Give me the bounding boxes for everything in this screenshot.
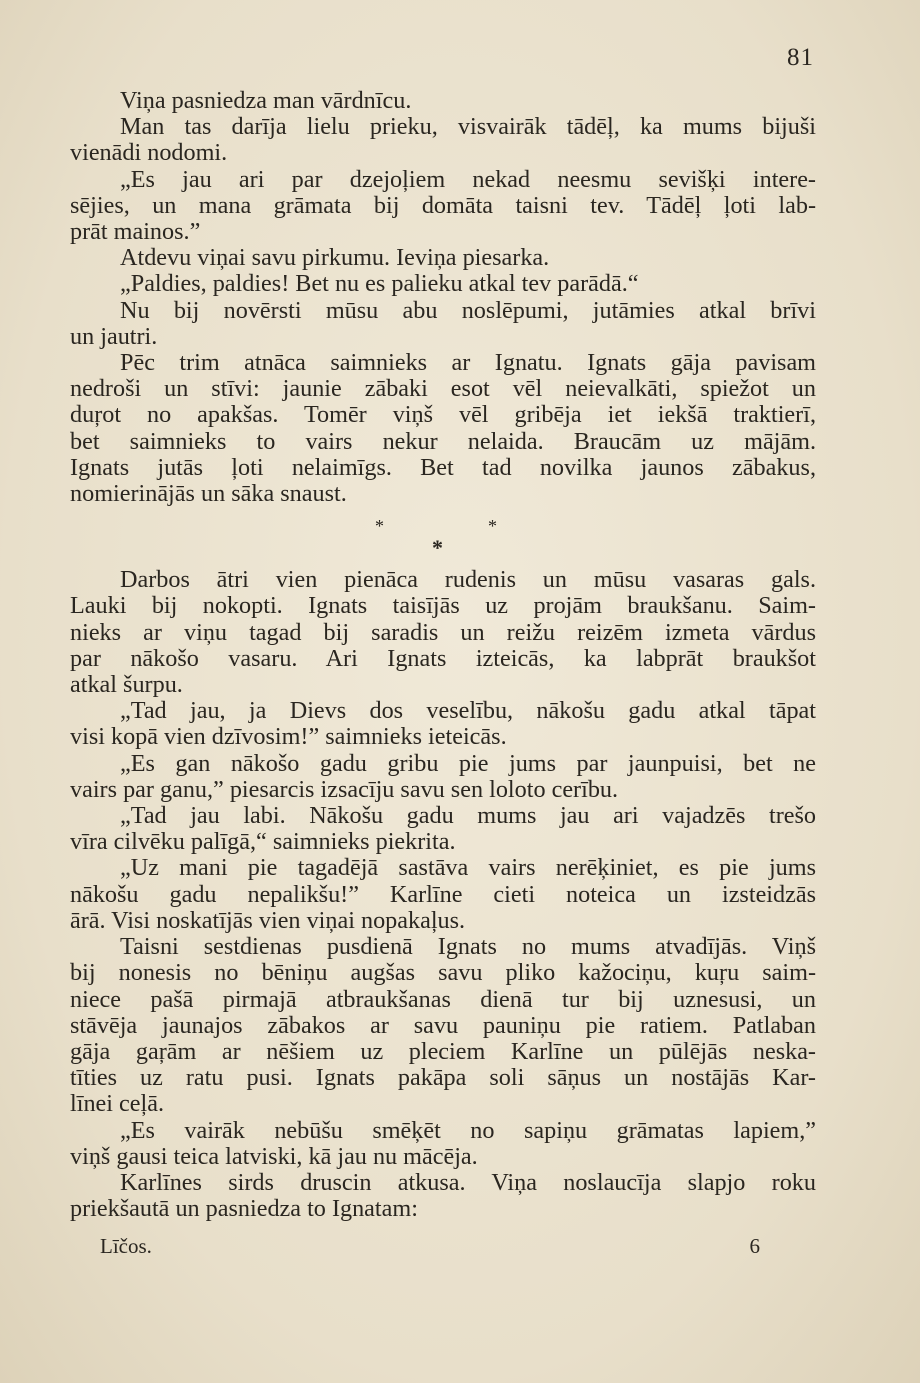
text-line: nomierinājās un sāka snaust. <box>70 480 347 508</box>
asterisk: * <box>488 516 497 537</box>
text-line: sējies, un mana grāmata bij domāta taisni tev. Tādēļ ļoti lab- <box>70 191 816 219</box>
text-line: Lauki bij nokopti. Ignats taisījās uz projām braukšanu. Saim- <box>70 592 816 620</box>
text-line: stāvēja jaunajos zābakos ar savu pauniņu pie ratiem. Patlaban <box>70 1011 816 1039</box>
text-line: viņš gausi teica latviski, kā jau nu mācēja. <box>70 1142 478 1170</box>
section-break-asterism <box>70 507 816 567</box>
text-line: Atdevu viņai savu pirkumu. Ieviņa piesarka. <box>120 244 550 272</box>
text-line: „Tad jau labi. Nākošu gadu mums jau ari vajadzēs trešo <box>120 802 816 830</box>
text-line: Nu bij novērsti mūsu abu noslēpumi, jutāmies atkal brīvi <box>120 296 816 324</box>
body-text <box>70 88 816 1222</box>
text-line: nedroši un stīvi: jaunie zābaki esot vēl neievalkāti, spiežot un <box>70 375 816 403</box>
text-line: līnei ceļā. <box>70 1090 165 1118</box>
text-line: prāt mainos.” <box>70 218 201 246</box>
text-line: „Uz mani pie tagadējā sastāva vairs nerēķiniet, es pie jums <box>120 854 816 882</box>
text-line: „Es gan nākošo gadu gribu pie jums par jaunpuisi, bet ne <box>120 749 816 777</box>
text-line: duŗot no apakšas. Tomēr viņš vēl gribēja iet iekšā traktierī, <box>70 401 816 429</box>
text-line: un jautri. <box>70 322 158 350</box>
text-line: priekšautā un pasniedza to Ignatam: <box>70 1195 418 1223</box>
text-line: Taisni sestdienas pusdienā Ignats no mums atvadījās. Viņš <box>120 933 816 961</box>
text-line: ārā. Visi noskatījās vien viņai nopakaļus. <box>70 906 466 934</box>
text-line: tīties uz ratu pusi. Ignats pakāpa soli sāņus un nostājās Kar- <box>70 1064 816 1092</box>
text-line: par nākošo vasaru. Ari Ignats izteicās, ka labprāt braukšot <box>70 644 816 672</box>
text-section-before-break <box>70 88 816 507</box>
text-line: niece pašā pirmajā atbraukšanas dienā tur bij uznesusi, un <box>70 985 816 1013</box>
text-line: vienādi nodomi. <box>70 139 228 167</box>
text-line: Pēc trim atnāca saimnieks ar Ignatu. Ignats gāja pavisam <box>120 349 816 377</box>
text-line: bij nonesis no bēniņu augšas savu pliko kažociņu, kuŗu saim- <box>70 959 816 987</box>
text-line: „Es vairāk nebūšu smēķēt no sapiņu grāmatas lapiem,” <box>120 1116 816 1144</box>
asterisk: * <box>375 516 384 537</box>
printer-signature: Līčos. <box>100 1234 152 1258</box>
page-number: 81 <box>787 44 814 71</box>
text-line: bet saimnieks to vairs nekur nelaida. Braucām uz mājām. <box>70 427 816 455</box>
text-line: vīra cilvēku palīgā,“ saimnieks piekrita. <box>70 828 456 856</box>
text-line: Ignats jutās ļoti nelaimīgs. Bet tad novilka jaunos zābakus, <box>70 453 816 481</box>
text-line: gāja gaŗām ar nēšiem uz pleciem Karlīne un pūlējās neska- <box>70 1037 816 1065</box>
text-line: „Es jau ari par dzejoļiem nekad neesmu sevišķi intere- <box>120 165 816 193</box>
text-line: Darbos ātri vien pienāca rudenis un mūsu vasaras gals. <box>120 566 816 594</box>
text-line: „Paldies, paldies! Bet nu es palieku atkal tev parādā.“ <box>120 270 639 298</box>
text-line: nākošu gadu nepalikšu!” Karlīne cieti noteica un izsteidzās <box>70 880 816 908</box>
text-line: „Tad jau, ja Dievs dos veselību, nākošu gadu atkal tāpat <box>120 697 816 725</box>
text-line: visi kopā vien dzīvosim!” saimnieks ieteicās. <box>70 723 507 751</box>
text-line: Karlīnes sirds druscin atkusa. Viņa noslaucīja slapjo roku <box>120 1168 816 1196</box>
sheet-number: 6 <box>749 1234 760 1258</box>
text-line: nieks ar viņu tagad bij saradis un reižu reizēm izmeta vārdus <box>70 618 816 646</box>
text-line: atkal šurpu. <box>70 671 183 699</box>
text-line: Viņa pasniedza man vārdnīcu. <box>120 87 412 114</box>
text-section-after-break <box>70 567 816 1222</box>
text-line: vairs par ganu,” piesarcis izsacīju savu sen loloto cerību. <box>70 775 619 803</box>
text-line: Man tas darīja lielu prieku, visvairāk tādēļ, ka mums bijuši <box>120 113 816 141</box>
asterisk: * <box>432 535 443 561</box>
